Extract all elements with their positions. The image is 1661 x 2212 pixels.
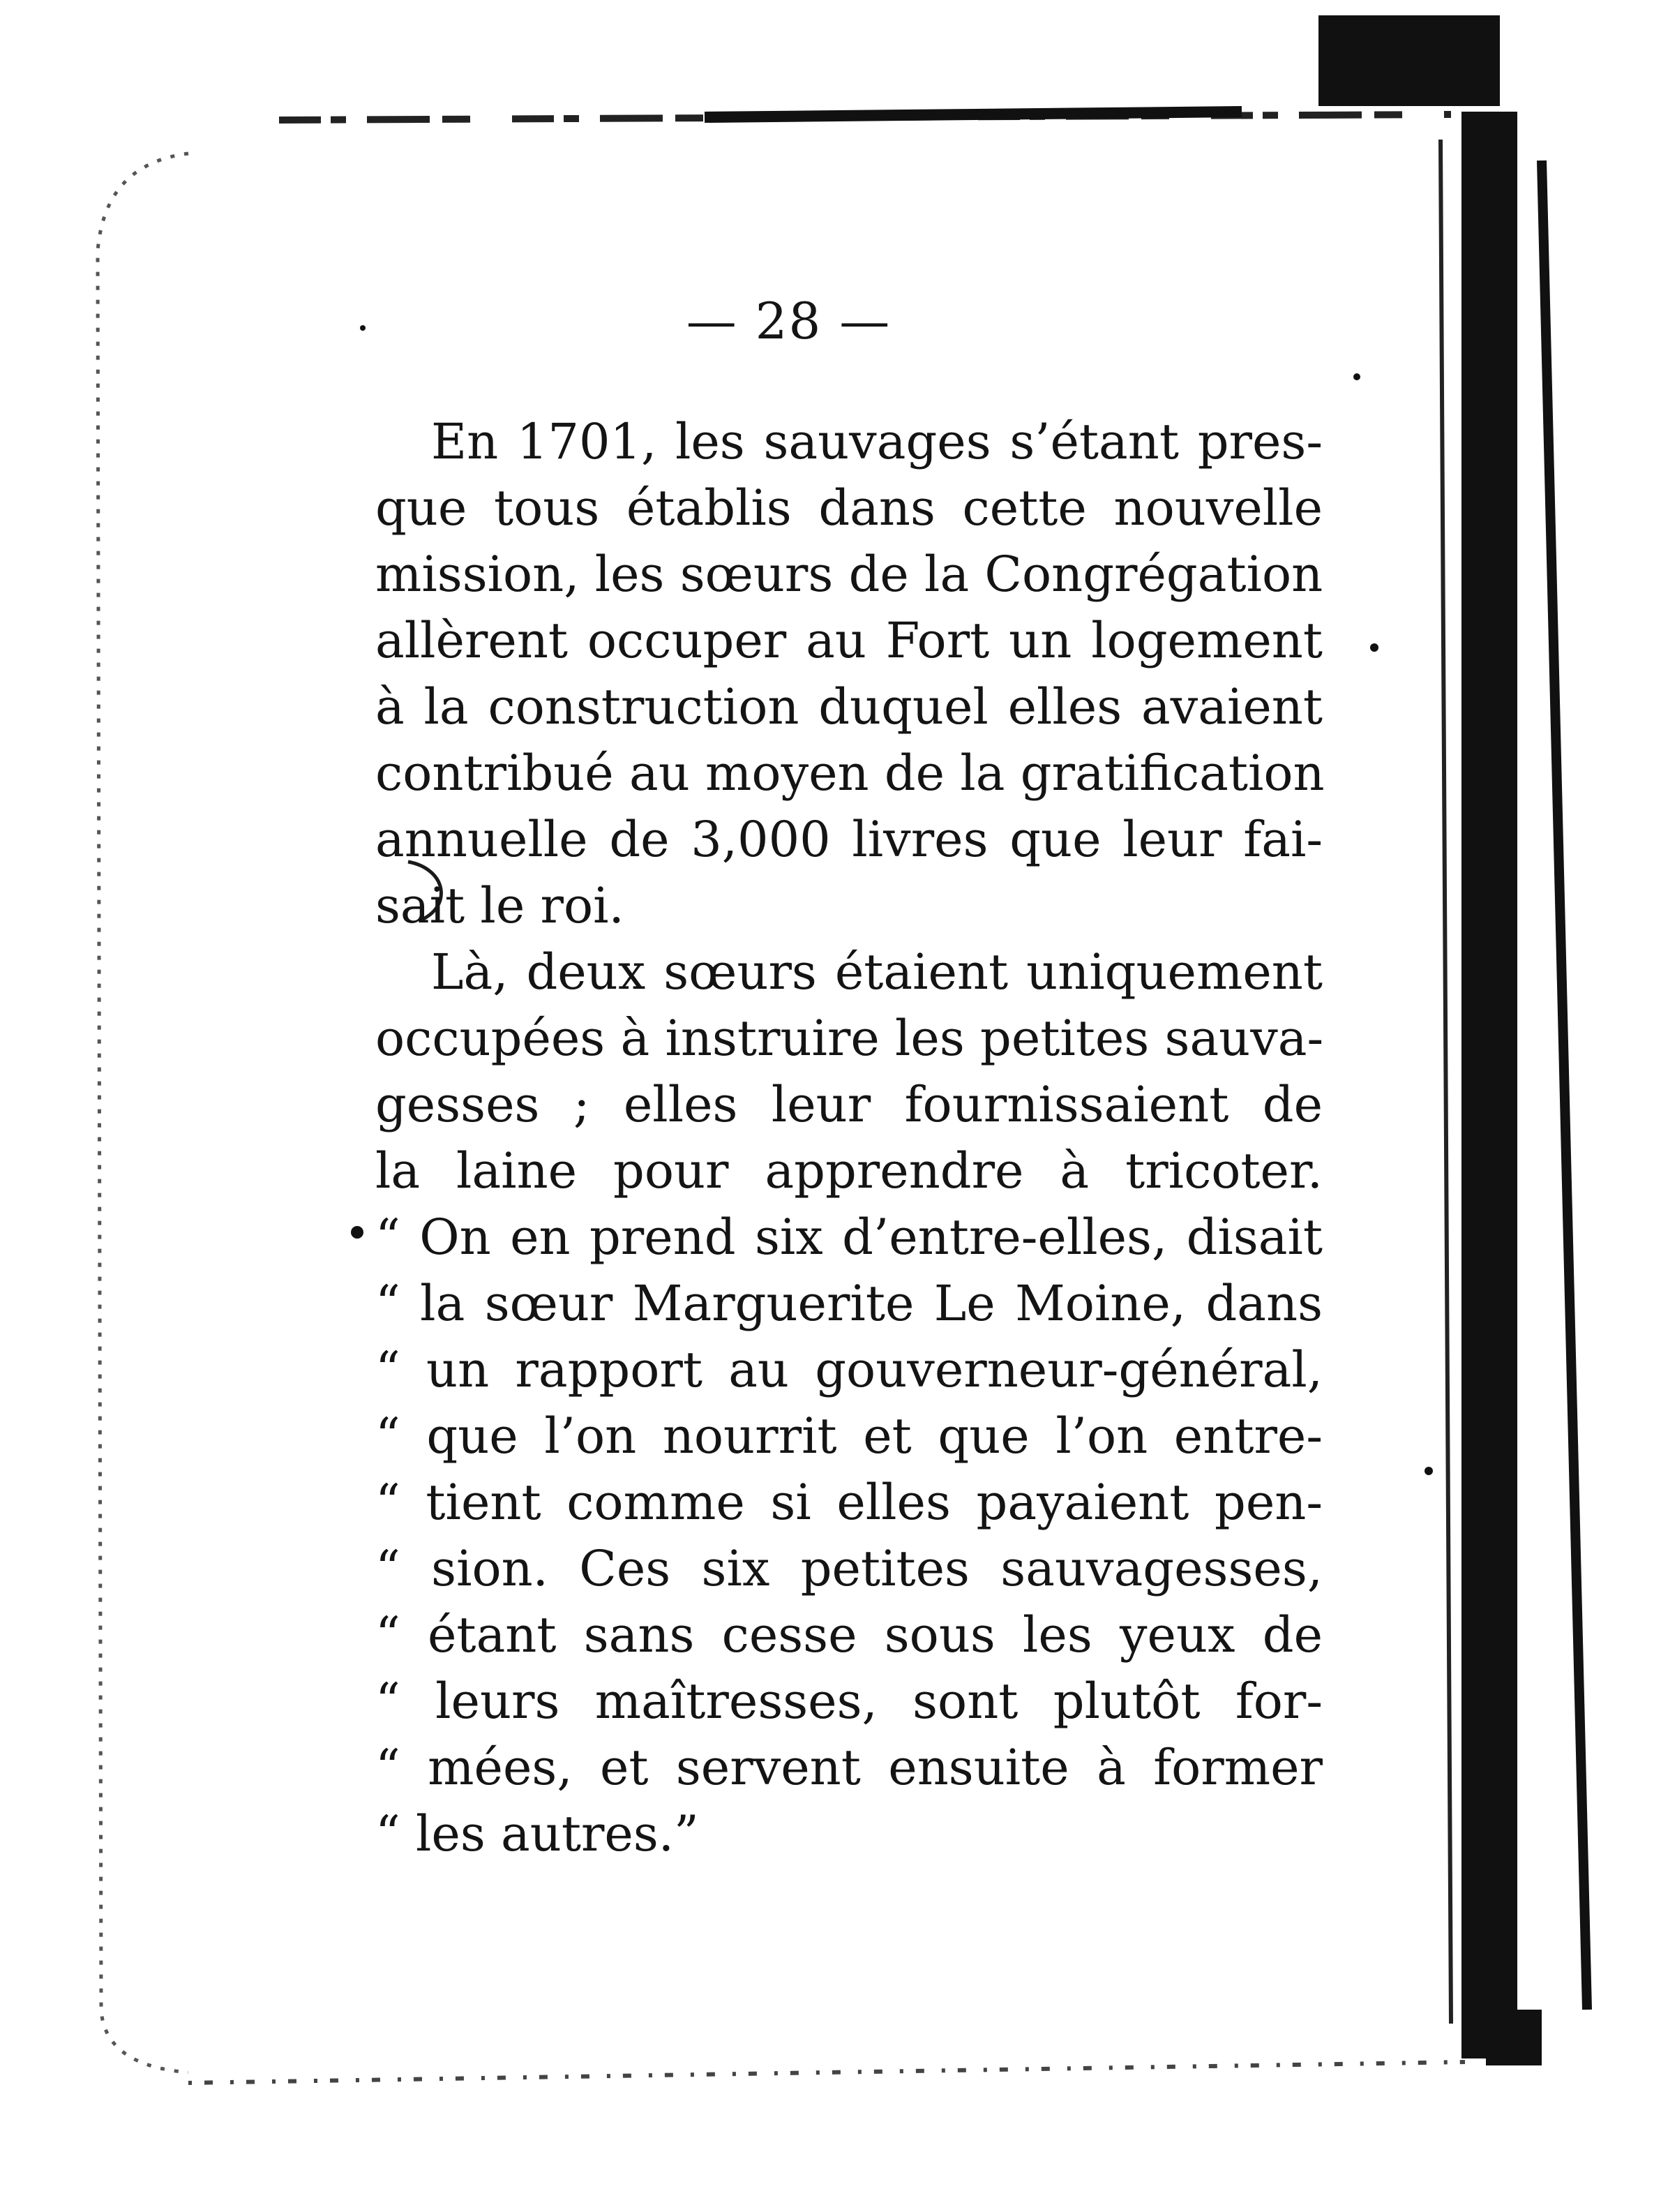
ink-speck: [1425, 1467, 1433, 1475]
ink-speck: [1370, 643, 1378, 652]
top-border-dark-segment: [705, 112, 1242, 117]
text-line: “ la sœur Marguerite Le Moine, dans: [375, 1275, 1323, 1332]
ink-speck: [351, 1226, 363, 1239]
text-line: sait le roi.: [375, 877, 624, 934]
top-right-corner-blot: [1318, 15, 1500, 106]
ink-speck: [1353, 373, 1360, 380]
right-spine-dark-band: [1461, 112, 1517, 2058]
paragraph: [375, 939, 1323, 1867]
bottom-right-blot: [1486, 2010, 1542, 2065]
right-spine-edge-line: [1542, 160, 1587, 2010]
text-line: la laine pour apprendre à tricoter.: [375, 1142, 1323, 1200]
text-line: “ un rapport au gouverneur-général,: [375, 1341, 1323, 1398]
bottom-border-speckle: [188, 2062, 1465, 2083]
text-line: “ On en prend six d’entre-elles, disait: [375, 1209, 1323, 1266]
text-line: “ étant sans cesse sous les yeux de: [375, 1606, 1323, 1664]
body-text: [375, 409, 1323, 1867]
text-line: mission, les sœurs de la Congrégation: [375, 546, 1323, 603]
text-line: “ que l’on nourrit et que l’on entre-: [375, 1407, 1323, 1465]
text-line: annuelle de 3,000 livres que leur fai-: [375, 811, 1323, 868]
text-line: “ sion. Ces six petites sauvagesses,: [375, 1540, 1323, 1597]
text-line: contribué au moyen de la gratification: [375, 745, 1325, 802]
text-line: à la construction duquel elles avaient: [375, 678, 1323, 735]
text-line: “ mées, et servent ensuite à former: [375, 1739, 1323, 1796]
text-line: “ les autres.”: [375, 1805, 699, 1862]
text-line: allèrent occuper au Fort un logement: [375, 612, 1323, 669]
left-border-curve: [98, 154, 188, 2072]
text-line: que tous établis dans cette nouvelle: [375, 479, 1323, 537]
paragraph: [375, 409, 1323, 939]
text-line: gesses ; elles leur fournissaient de: [375, 1076, 1323, 1133]
text-line: Là, deux sœurs étaient uniquement: [431, 943, 1323, 1001]
text-line: En 1701, les sauvages s’étant pres-: [431, 413, 1323, 470]
right-spine-inner-line: [1441, 140, 1451, 2024]
text-line: “ tient comme si elles payaient pen-: [375, 1474, 1323, 1531]
page-number: — 28 —: [686, 292, 892, 350]
text-line: “ leurs maîtresses, sont plutôt for-: [375, 1673, 1323, 1730]
text-line: occupées à instruire les petites sauva-: [375, 1010, 1324, 1067]
